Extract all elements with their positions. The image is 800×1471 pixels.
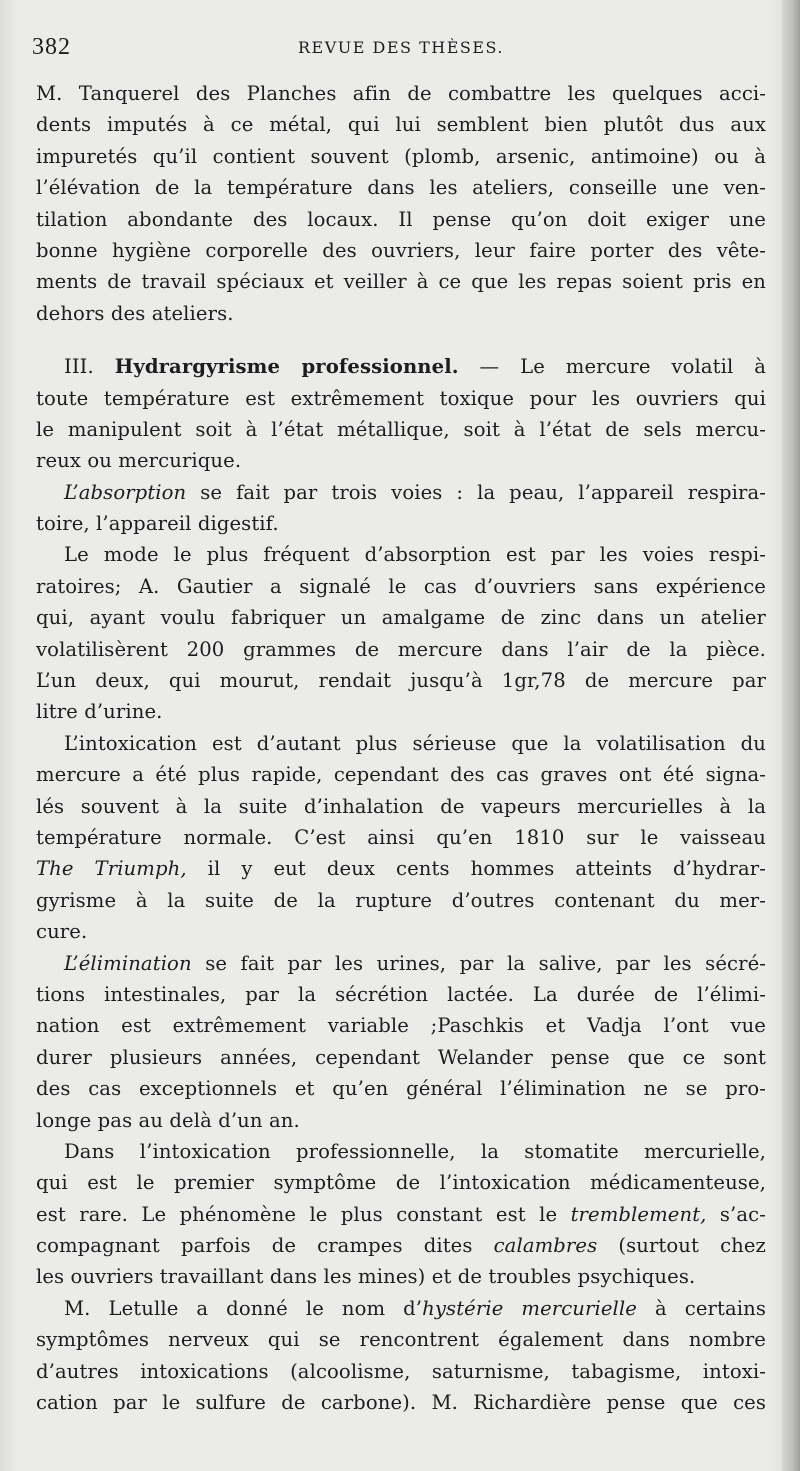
line-segment: M. Letulle a donné le nom d’ — [64, 1296, 423, 1320]
text-line: ments de travail spéciaux et veiller à ce que les repas soient pris en — [36, 270, 766, 294]
text-line: des cas exceptionnels et qu’en général l’élimination ne se pro- — [36, 1077, 766, 1101]
section-heading-line — [36, 351, 766, 382]
text-line: le manipulent soit à l’état métallique, soit à l’état de sels mercu- — [36, 417, 766, 441]
line-segment: (surtout chez — [618, 1234, 766, 1258]
section-hydrargyrisme — [36, 351, 766, 477]
paragraph-tanquerel — [36, 78, 766, 329]
text-line — [36, 1230, 766, 1261]
term-calambres: calambres — [493, 1234, 598, 1258]
text-line: dents imputés à ce métal, qui lui semblent bien plutôt dus aux — [36, 113, 766, 137]
paragraph-letulle — [36, 1293, 766, 1419]
line-segment: se fait par les urines, par la salive, par les sécré- — [205, 951, 766, 975]
running-head: REVUE DES THÈSES. — [298, 38, 505, 57]
text-line: d’autres intoxications (alcoolisme, saturnisme, tabagisme, intoxi- — [36, 1359, 766, 1383]
text-line: litre d’urine. — [36, 700, 163, 724]
ship-name: The Triumph, — [36, 857, 187, 881]
text-line: volatilisèrent 200 grammes de mercure dans l’air de la pièce. — [36, 637, 766, 661]
line-segment: s’ac- — [719, 1202, 766, 1226]
term-absorption: L’absorption — [64, 480, 187, 504]
page-number: 382 — [32, 34, 71, 60]
text-line: M. Tanquerel des Planches afin de combattre les quelques acci- — [36, 82, 766, 105]
paragraph-intoxication — [36, 728, 766, 948]
paragraph-elimination — [36, 948, 766, 1136]
line-segment: est rare. Le phénomène le plus constant est le — [36, 1202, 558, 1226]
text-line: L’un deux, qui mourut, rendait jusqu’à 1gr,78 de mercure par — [36, 669, 766, 693]
text-line — [36, 853, 766, 884]
text-line: toire, l’appareil digestif. — [36, 512, 279, 536]
text-line — [36, 477, 766, 508]
text-line: cure. — [36, 920, 88, 944]
text-line — [36, 1293, 766, 1324]
text-line: les ouvriers travaillant dans les mines) et de troubles psychiques. — [36, 1265, 696, 1289]
line-segment: se fait par trois voies : la peau, l’appareil respira- — [200, 480, 766, 504]
text-line: ratoires; A. Gautier a signalé le cas d’ouvriers sans expérience — [36, 574, 766, 598]
text-line: qui, ayant voulu fabriquer un amalgame de zinc dans un atelier — [36, 606, 766, 630]
text-line: symptômes nerveux qui se rencontrent également dans nombre — [36, 1328, 766, 1352]
line-segment: il y eut deux cents hommes atteints d’hydrar- — [207, 857, 766, 881]
text-line: L’intoxication est d’autant plus sérieuse que la volatilisation du — [64, 731, 766, 755]
text-line: température normale. C’est ainsi qu’en 1810 sur le vaisseau — [36, 825, 766, 849]
paragraph-mode — [36, 539, 766, 727]
line-segment: à certains — [654, 1296, 766, 1320]
page-spine-shadow — [782, 0, 800, 1471]
text-line — [36, 1199, 766, 1230]
text-line: durer plusieurs années, cependant Welander pense que ce sont — [36, 1045, 766, 1069]
section-number: III. — [64, 355, 94, 379]
text-line: gyrisme à la suite de la rupture d’outres contenant du mer- — [36, 888, 766, 912]
text-line: mercure a été plus rapide, cependant des cas graves ont été signa- — [36, 763, 766, 787]
term-elimination: L’élimination — [64, 951, 192, 975]
term-tremblement: tremblement, — [570, 1202, 707, 1226]
term-hysterie-mercurielle: hystérie mercurielle — [422, 1296, 637, 1320]
page-header — [30, 34, 765, 64]
line-segment: compagnant parfois de crampes dites — [36, 1234, 473, 1258]
text-line: impuretés qu’il contient souvent (plomb, arsenic, antimoine) ou à — [36, 144, 766, 168]
text-line: longe pas au delà d’un an. — [36, 1108, 300, 1132]
text-line: tions intestinales, par la sécrétion lactée. La durée de l’élimi- — [36, 982, 766, 1006]
text-line: Dans l’intoxication professionnelle, la stomatite mercurielle, — [64, 1139, 766, 1163]
text-line: dehors des ateliers. — [36, 301, 234, 325]
text-line: nation est extrêmement variable ;Paschkis et Vadja l’ont vue — [36, 1014, 766, 1038]
paragraph-stomatite — [36, 1136, 766, 1293]
text-line: Le mode le plus fréquent d’absorption est par les voies respi- — [64, 543, 766, 567]
text-line: l’élévation de la température dans les ateliers, conseille une ven- — [36, 176, 766, 200]
text-line: tilation abondante des locaux. Il pense qu’on doit exiger une — [36, 207, 766, 231]
text-line: lés souvent à la suite d’inhalation de vapeurs mercurielles à la — [36, 794, 766, 818]
text-line — [36, 948, 766, 979]
text-line: qui est le premier symptôme de l’intoxication médicamenteuse, — [36, 1171, 766, 1195]
paragraph-absorption — [36, 477, 766, 540]
text-line: cation par le sulfure de carbone). M. Richardière pense que ces — [36, 1391, 766, 1415]
text-line: toute température est extrêmement toxique pour les ouvriers qui — [36, 386, 766, 410]
body-text — [36, 78, 766, 1418]
heading-continuation: — Le mercure volatil à — [479, 355, 766, 379]
text-line: reux ou mercurique. — [36, 449, 242, 473]
section-title: Hydrargyrisme professionnel. — [114, 355, 459, 379]
text-line: bonne hygiène corporelle des ouvriers, leur faire porter des vête- — [36, 238, 766, 262]
section-gap — [36, 329, 766, 351]
